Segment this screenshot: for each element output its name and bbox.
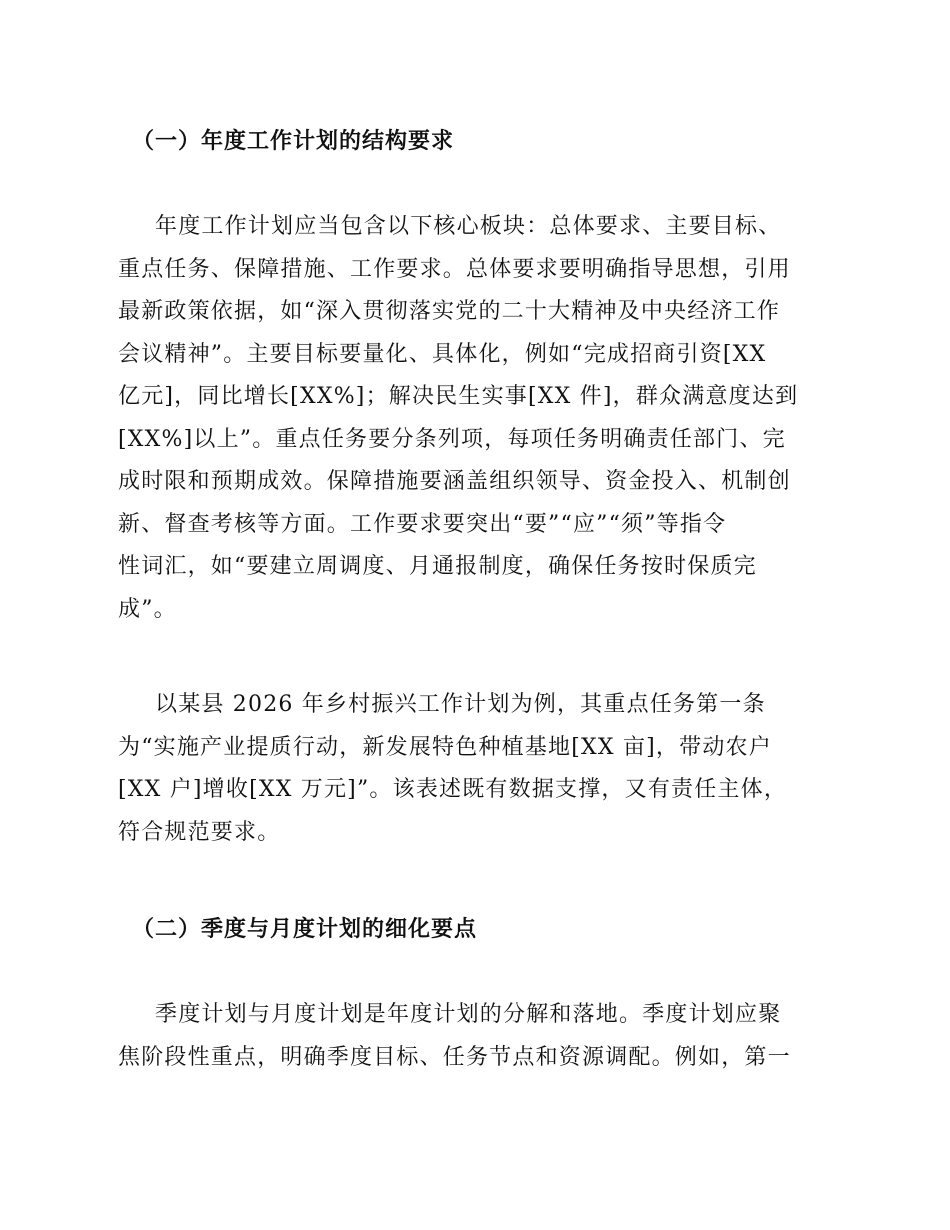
paragraph-quarterly-monthly: [118, 994, 838, 1079]
text-line: 符合规范要求。: [118, 819, 281, 845]
text-line: 成时限和预期成效。保障措施要涵盖组织领导、资金投入、机制创: [118, 469, 791, 494]
paragraph-example-rural-revitalization: [118, 684, 838, 854]
text-line: 季度计划与月度计划是年度计划的分解和落地。季度计划应聚: [155, 1002, 782, 1027]
text-line: 焦阶段性重点，明确季度目标、任务节点和资源调配。例如，第一: [118, 1044, 791, 1070]
text-line: 新、督查考核等方面。工作要求要突出“要”“应”“须”等指令: [118, 511, 727, 537]
section-heading-quarterly-monthly: （二）季度与月度计划的细化要点: [132, 916, 478, 942]
paragraph-annual-structure: [118, 206, 838, 631]
text-line: 性词汇，如“要建立周调度、月通报制度，确保任务按时保质完: [118, 554, 757, 579]
text-line: 会议精神”。主要目标要量化、具体化，例如“完成招商引资[XX: [118, 341, 767, 367]
text-line: 最新政策依据，如“深入贯彻落实党的二十大精神及中央经济工作: [118, 299, 781, 324]
text-line: 年度工作计划应当包含以下核心板块：总体要求、主要目标、: [155, 214, 782, 239]
text-line: [XX%]以上”。重点任务要分条列项，每项任务明确责任部门、完: [118, 426, 786, 452]
section-heading-annual-plan: （一）年度工作计划的结构要求: [132, 128, 455, 154]
text-line: [XX 户]增收[XX 万元]”。该表述既有数据支撑，又有责任主体，: [118, 777, 788, 802]
text-line: 以某县 2026 年乡村振兴工作计划为例，其重点任务第一条: [155, 692, 766, 717]
text-line: 亿元]，同比增长[XX%]；解决民生实事[XX 件]，群众满意度达到: [118, 384, 799, 409]
text-line: 重点任务、保障措施、工作要求。总体要求要明确指导思想，引用: [118, 256, 791, 282]
text-line: 成”。: [118, 596, 177, 622]
text-line: 为“实施产业提质行动，新发展特色种植基地[XX 亩]，带动农户: [118, 734, 772, 760]
